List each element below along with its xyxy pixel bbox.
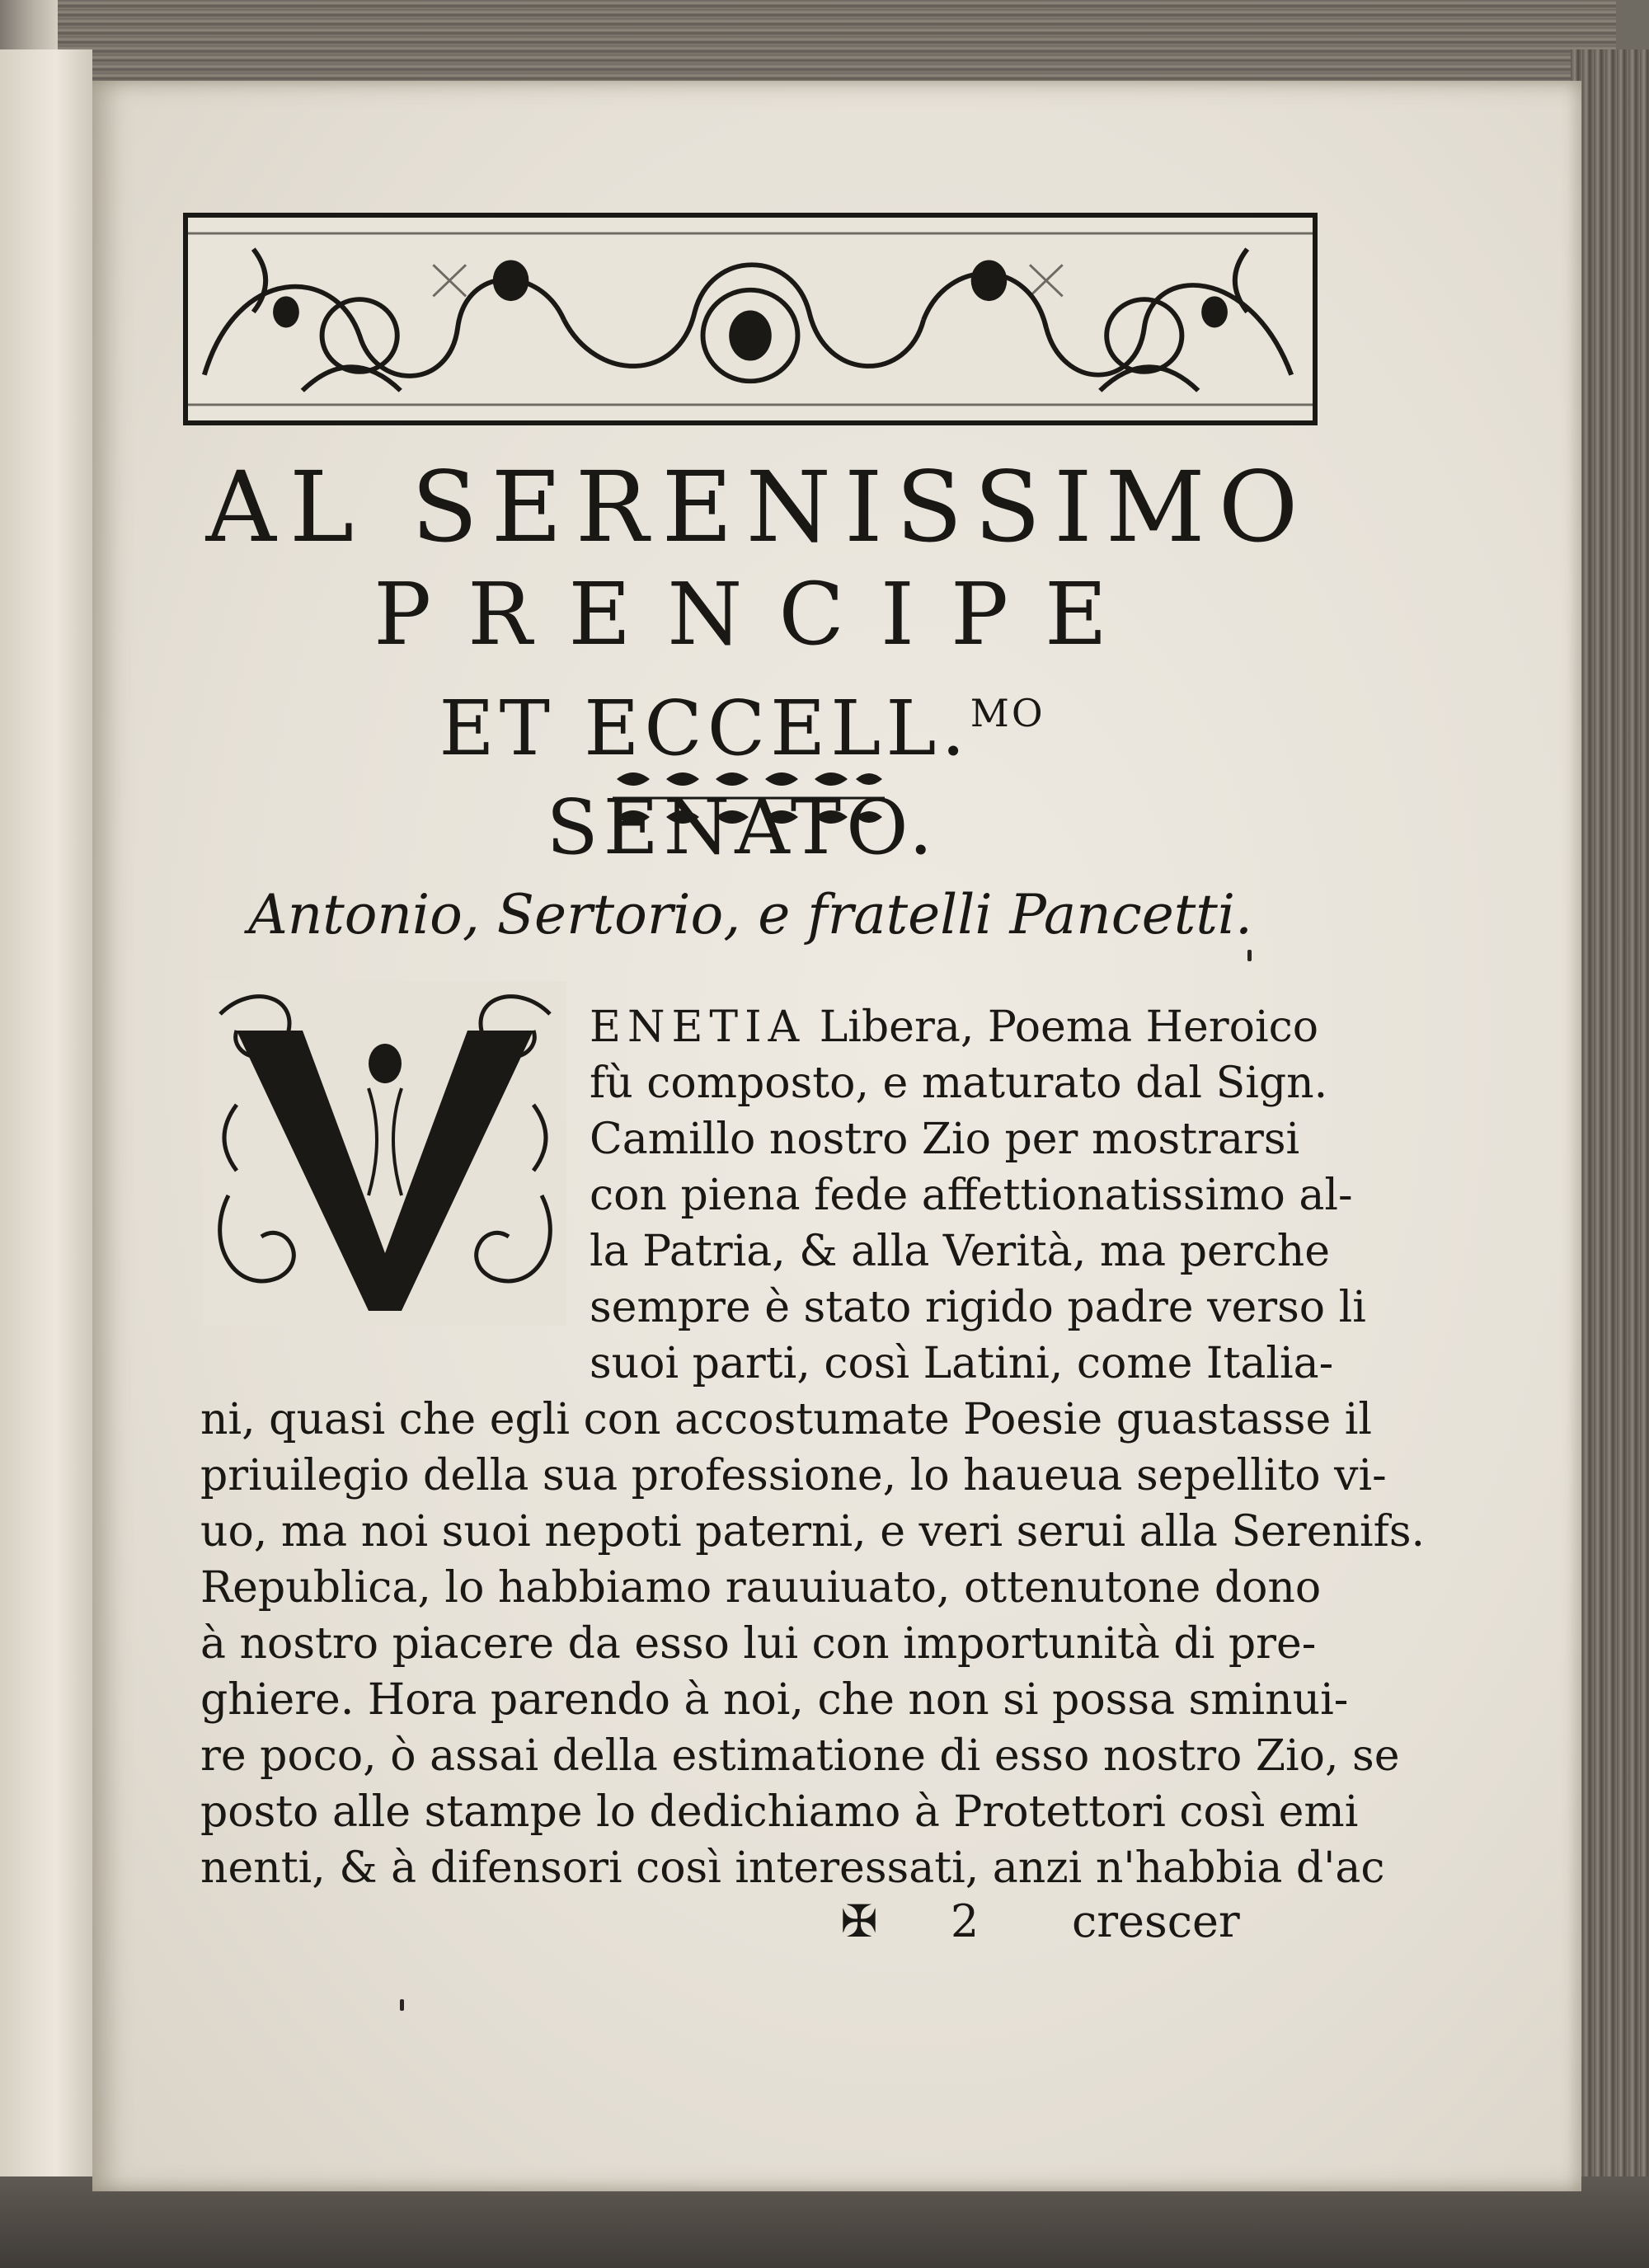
text-line-5: la Patria, & alla Verità, ma perche: [590, 1227, 1331, 1276]
text-line-6: sempre è stato rigido padre verso li: [590, 1283, 1366, 1332]
text-line-1-lead: ENETIA: [590, 1003, 806, 1052]
page-stack-top-edge: [58, 0, 1616, 87]
text-line-11: Republica, lo habbiamo rauuiuato, ottenutone dono: [200, 1563, 1322, 1613]
signature-mark: ✠: [840, 1895, 878, 1947]
text-line-12: à nostro piacere da esso lui con importunità di pre-: [200, 1619, 1317, 1669]
text-line-14: re poco, ò assai della estimatione di esso nostro Zio, se: [200, 1731, 1400, 1781]
title-line-3-main: ET ECCELL.: [439, 684, 970, 772]
ink-speck: [1247, 950, 1252, 961]
signature-number: 2: [950, 1895, 980, 1947]
text-line-10: uo, ma noi suoi nepoti paterni, e veri serui alla Serenifs.: [200, 1507, 1426, 1557]
text-line-1: [590, 999, 1319, 1055]
text-line-16: nenti, & à difensori così interessati, anzi n'habbia d'ac: [200, 1843, 1385, 1893]
text-line-3: Camillo nostro Zio per mostrarsi: [590, 1115, 1300, 1164]
title-line-1: AL SERENISSIMO: [205, 450, 1312, 564]
woodcut-headpiece: [183, 213, 1318, 425]
text-line-1-rest: Libera, Poema Heroico: [806, 1003, 1319, 1052]
page-stack-right-edge: [1571, 49, 1649, 2193]
printers-fleuron: [608, 763, 889, 838]
title-line-2: PRENCIPE: [373, 564, 1144, 664]
dedicators-line: Antonio, Sertorio, e fratelli Pancetti.: [248, 883, 1252, 946]
text-line-8: ni, quasi che egli con accostumate Poesie guastasse il: [200, 1395, 1373, 1444]
title-line-3-superscript: MO: [970, 691, 1045, 735]
text-line-13: ghiere. Hora parendo à noi, che non si possa sminui-: [200, 1675, 1349, 1725]
ink-speck: [400, 1999, 404, 2011]
facing-page-edge: [0, 49, 92, 2176]
text-line-9: priuilegio della sua professione, lo haueua sepellito vi-: [200, 1451, 1387, 1500]
decorated-initial-V: [204, 981, 566, 1326]
text-line-4: con piena fede affettionatissimo al-: [590, 1171, 1353, 1220]
title-line-3-end: SENATO.: [546, 783, 938, 871]
text-line-2: fù composto, e maturato dal Sign.: [590, 1059, 1328, 1108]
title-line-3: [247, 664, 1237, 871]
catchword: crescer: [1072, 1895, 1240, 1947]
text-line-15: posto alle stampe lo dedichiamo à Protettori così emi: [200, 1787, 1359, 1837]
text-line-7: suoi parti, così Latini, come Italia-: [590, 1339, 1334, 1388]
